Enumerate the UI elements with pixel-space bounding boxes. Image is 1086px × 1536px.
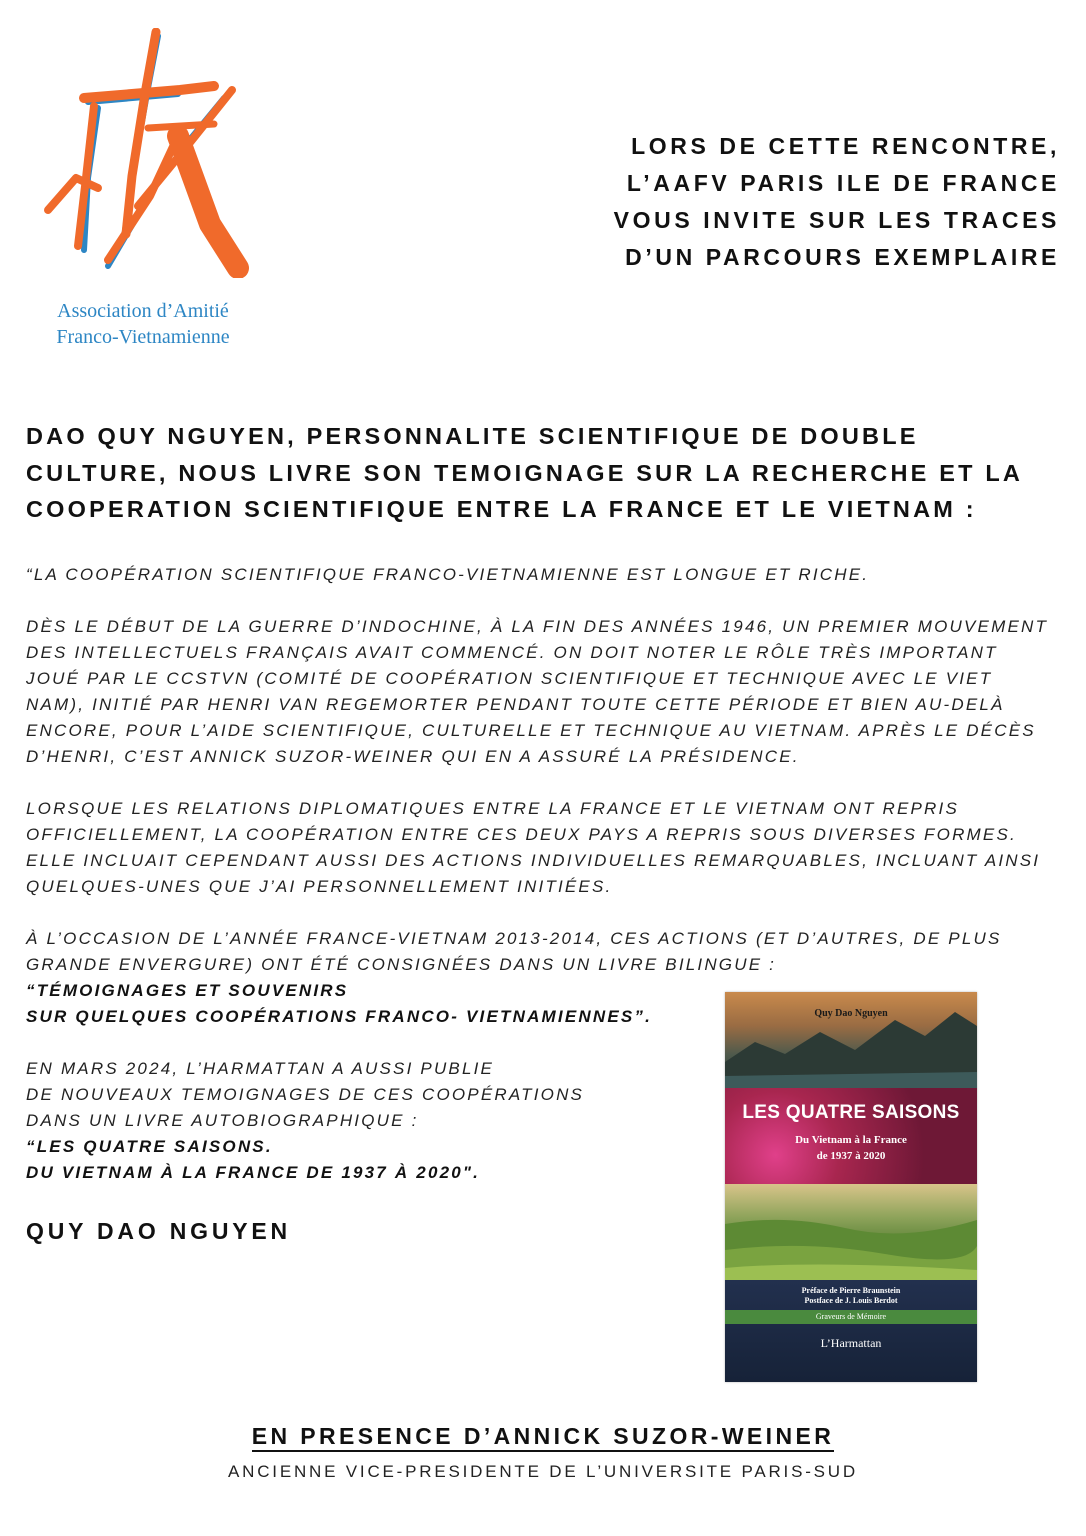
invitation-header	[540, 128, 1060, 276]
paragraph-relations	[26, 796, 1066, 900]
paragraph-line: DÈS LE DÉBUT DE LA GUERRE D’INDOCHINE, À LA FIN DES ANNÉES 1946, UN PREMIER MOUVEMENT	[26, 617, 1049, 636]
heading-line: DAO QUY NGUYEN, PERSONNALITE SCIENTIFIQUE DE DOUBLE	[26, 423, 919, 449]
paragraph-line: ENCORE, POUR L’AIDE SCIENTIFIQUE, CULTURELLE ET TECHNIQUE AU VIETNAM. APRÈS LE DÉCÈS	[26, 721, 1036, 740]
paragraph-line: JOUÉ PAR LE CCSTVN (COMITÉ DE COOPÉRATION SCIENTIFIQUE ET TECHNIQUE AVEC LE VIET	[26, 669, 993, 688]
book-cover	[725, 992, 977, 1382]
invitation-line: LORS DE CETTE RENCONTRE,	[631, 133, 1060, 159]
invitation-line: L’AAFV PARIS ILE DE FRANCE	[626, 170, 1060, 196]
paragraph-line: OFFICIELLEMENT, LA COOPÉRATION ENTRE CES DEUX PAYS A REPRIS SOUS DIVERSES FORMES.	[26, 825, 1017, 844]
mountains-illustration	[725, 992, 977, 1088]
main-heading	[26, 418, 1066, 528]
paragraph-line: GRANDE ENVERGURE) ONT ÉTÉ CONSIGNÉES DANS UN LIVRE BILINGUE :	[26, 955, 777, 974]
paragraph-line: QUELQUES-UNES QUE J’AI PERSONNELLEMENT INITIÉES.	[26, 877, 613, 896]
cover-publisher: L’Harmattan	[820, 1336, 882, 1350]
paragraph-line: D’HENRI, C’EST ANNICK SUZOR-WEINER QUI EN A ASSURÉ LA PRÉSIDENCE.	[26, 747, 800, 766]
paragraph-line: NAM), INITIÉ PAR HENRI VAN REGEMORTER PENDANT TOUTE CETTE PÉRIODE ET BIEN AU-DELÀ	[26, 695, 1005, 714]
cover-rice-fields	[725, 1184, 977, 1280]
cover-subtitle-2: de 1937 à 2020	[816, 1150, 886, 1162]
presence-text: EN PRESENCE D’ANNICK SUZOR-WEINER	[252, 1423, 834, 1452]
cover-author: Quy Dao Nguyen	[814, 1008, 888, 1019]
book-title-line: SUR QUELQUES COOPÉRATIONS FRANCO- VIETNAMIENNES”.	[26, 1007, 653, 1026]
paragraph-line: DE NOUVEAUX TEMOIGNAGES DE CES COOPÉRATIONS	[26, 1085, 585, 1104]
paragraph-indochine	[26, 614, 1066, 770]
aafv-logo-mark	[28, 28, 268, 278]
paragraph-line: “LA COOPÉRATION SCIENTIFIQUE FRANCO-VIETNAMIENNE EST LONGUE ET RICHE.	[26, 565, 870, 584]
rice-field-illustration	[725, 1184, 977, 1280]
presence-role: ANCIENNE VICE-PRESIDENTE DE L’UNIVERSITE PARIS-SUD	[228, 1462, 858, 1481]
invitation-line: D’UN PARCOURS EXEMPLAIRE	[625, 244, 1060, 270]
book-title-line: DU VIETNAM À LA FRANCE DE 1937 À 2020".	[26, 1163, 481, 1182]
cover-postface: Postface de J. Louis Berdot	[804, 1296, 898, 1305]
paragraph-intro	[26, 562, 1066, 588]
book-title-line: “TÉMOIGNAGES ET SOUVENIRS	[26, 981, 349, 1000]
paragraph-line: DANS UN LIVRE AUTOBIOGRAPHIQUE :	[26, 1111, 419, 1130]
paragraph-harmattan	[26, 1056, 706, 1186]
heading-line: COOPERATION SCIENTIFIQUE ENTRE LA FRANCE ET LE VIETNAM :	[26, 496, 977, 522]
book-title-line: “LES QUATRE SAISONS.	[26, 1137, 273, 1156]
logo-text-line2: Franco-Vietnamienne	[56, 326, 230, 348]
cover-collection: Graveurs de Mémoire	[815, 1312, 887, 1321]
aafv-logo	[28, 28, 268, 358]
logo-text-line1: Association d’Amitié	[57, 300, 229, 322]
paragraph-line: EN MARS 2024, L’HARMATTAN A AUSSI PUBLIE	[26, 1059, 495, 1078]
cover-landscape-top	[725, 992, 977, 1088]
paragraph-line: DES INTELLECTUELS FRANÇAIS AVAIT COMMENCÉ. ON DOIT NOTER LE RÔLE TRÈS IMPORTANT	[26, 643, 998, 662]
presence-line	[0, 1423, 1086, 1450]
cover-preface: Préface de Pierre Braunstein	[801, 1286, 901, 1295]
cover-title: LES QUATRE SAISONS	[742, 1102, 960, 1123]
cover-subtitle-1: Du Vietnam à la France	[795, 1134, 907, 1146]
cover-night-band	[725, 1280, 977, 1382]
cover-title-band	[725, 1088, 977, 1184]
author-signature: QUY DAO NGUYEN	[26, 1218, 291, 1244]
paragraph-line: ELLE INCLUAIT CEPENDANT AUSSI DES ACTIONS INDIVIDUELLES REMARQUABLES, INCLUANT AINSI	[26, 851, 1041, 870]
heading-line: CULTURE, NOUS LIVRE SON TEMOIGNAGE SUR LA RECHERCHE ET LA	[26, 459, 1024, 486]
paragraph-line: LORSQUE LES RELATIONS DIPLOMATIQUES ENTRE LA FRANCE ET LE VIETNAM ONT REPRIS	[26, 799, 959, 818]
invitation-line: VOUS INVITE SUR LES TRACES	[613, 207, 1060, 233]
paragraph-line: À L’OCCASION DE L’ANNÉE FRANCE-VIETNAM 2013-2014, CES ACTIONS (ET D’AUTRES, DE PLUS	[26, 929, 1002, 948]
